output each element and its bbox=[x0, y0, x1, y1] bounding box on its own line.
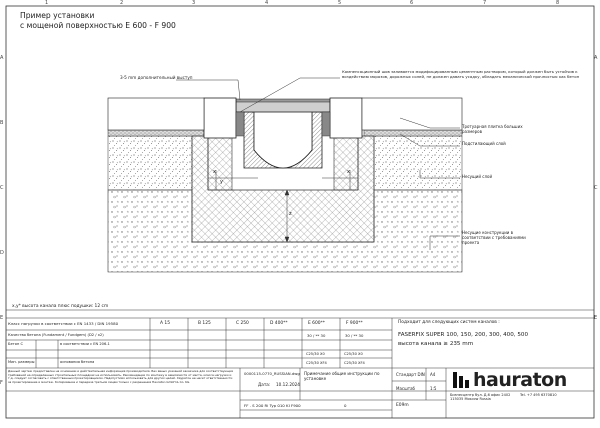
suitable-for-label: Подходит для следующих систем каналов : bbox=[398, 320, 500, 325]
grid-col-7: 7 bbox=[483, 0, 487, 6]
dims-e600-a: C25/30 X0 bbox=[306, 352, 325, 356]
dim-x-left: x bbox=[213, 169, 216, 175]
dim-x-right: x bbox=[347, 169, 350, 175]
annotation-protrusion: 3-5 mm дополнительный выступ bbox=[120, 75, 193, 80]
annotation-base: Несущий слой bbox=[462, 174, 493, 179]
dim-z: z bbox=[289, 211, 292, 217]
address: Бизнесцентр бул. Д.6 офис 2402 115035 Moscow Russia bbox=[450, 393, 511, 402]
grid-col-2: 2 bbox=[120, 0, 124, 6]
grid-col-1: 1 bbox=[45, 0, 49, 6]
class-c250: C 250 bbox=[236, 321, 249, 326]
legal-notice: Данный чертеж предоставлен на основании и действительная информация производителя. Без явных указаний заказчика для соответствующих требований на определенных строительных площадках не использовать. Рекомендации по монтажу в зависимости от места, класса нагрузки и т.д. следует согласовать с ответственным проектировщиком. Недопустимо использовать для других целей. Хауратон не несет ответственности за проектирование и монтаж. Копирование и передача третьим лицам только с разрешения Hauraton GmbH & Co. KG. bbox=[8, 369, 234, 384]
grid-col-4: 4 bbox=[265, 0, 269, 6]
grid-row-b: B bbox=[0, 120, 4, 126]
revision: 0 bbox=[344, 403, 347, 408]
dims-e600-b: C25/30 XF4 bbox=[306, 361, 327, 365]
row4-label-a: Мин. размеры bbox=[8, 360, 35, 364]
grid-row-e-right: E bbox=[594, 315, 598, 321]
grid-col-5: 5 bbox=[338, 0, 342, 6]
dims-f900-b: C25/30 XF4 bbox=[344, 361, 365, 365]
row4-label-b: основания бетона bbox=[60, 360, 95, 364]
title-line-1: Пример установки bbox=[20, 11, 95, 20]
grid-col-3: 3 bbox=[192, 0, 196, 6]
drawing-reference: FF . S 200 Ri Typ 010 KI F900 bbox=[244, 403, 301, 408]
height-note: x,y* высота канала плюс подушки: 12 cm bbox=[12, 304, 109, 309]
class-f900: F 900** bbox=[346, 321, 363, 326]
phone: Tel. +7 495 6370810 bbox=[520, 393, 557, 397]
grid-row-c: C bbox=[0, 185, 4, 191]
logo-wordmark: hauraton bbox=[473, 369, 567, 391]
concrete-label: Качество бетона (Fundament / Fundgem) (D2 / x2) bbox=[8, 333, 104, 337]
grid-row-e: E bbox=[0, 315, 4, 321]
annotation-subbase: Несущие конструкции в соответствии с требованиями проекта bbox=[462, 230, 526, 245]
format: A4 bbox=[430, 372, 436, 377]
annotation-joint: Компенсационный шов заливается модифицированным цементным раствором, который должен быть устойчив к воздействию морозов, дорожных солей, не должен давать усадку, обладать механической прочностью как бетон bbox=[342, 69, 580, 79]
class-a15: A 15 bbox=[160, 321, 170, 326]
standard-label: Стандарт DIN bbox=[396, 372, 425, 377]
dims-f900-a: C25/30 X0 bbox=[344, 352, 363, 356]
description: Примечание общие инструкции по установке bbox=[304, 371, 380, 381]
date-value: 10.12.2024 bbox=[276, 382, 300, 387]
page-code: E09m bbox=[396, 403, 409, 408]
grid-row-f: F bbox=[0, 380, 3, 386]
grid-col-8: 8 bbox=[556, 0, 560, 6]
grid-col-6: 6 bbox=[410, 0, 414, 6]
dim-y: y bbox=[220, 179, 223, 185]
hauraton-logo bbox=[452, 369, 567, 391]
grid-row-a-right: A bbox=[594, 55, 598, 61]
concrete-e600: 30 / ** 30 bbox=[307, 333, 326, 338]
load-class-label: Класс нагрузки в соответствии с EN 1433 / DIN 19580 bbox=[8, 321, 119, 326]
title-line-2: с мощеной поверхностью E 600 - F 900 bbox=[20, 21, 176, 30]
row3-label-a: Бетон C bbox=[8, 342, 23, 346]
hauraton-logo-icon bbox=[452, 371, 470, 389]
file-number: 0000115-0770_RUSSIAN.dwg bbox=[244, 371, 300, 376]
grid-row-a: A bbox=[0, 55, 4, 61]
grid-row-c-right: C bbox=[594, 185, 598, 191]
class-b125: B 125 bbox=[198, 321, 211, 326]
product-list: FASERFIX SUPER 100, 150, 200, 300, 400, 500 bbox=[398, 332, 529, 338]
row3-label-b: в соответствии с EN 206-1 bbox=[60, 342, 110, 346]
scale: 1:5 bbox=[430, 386, 437, 391]
class-d400: D 400** bbox=[270, 321, 288, 326]
grid-row-d: D bbox=[0, 250, 4, 256]
date-label: Дата: bbox=[258, 382, 271, 387]
class-e600: E 600** bbox=[308, 321, 325, 326]
concrete-f900: 30 / ** 30 bbox=[345, 333, 364, 338]
annotation-bedding: Подстилающий слой bbox=[462, 141, 506, 146]
scale-label: Масштаб bbox=[396, 386, 416, 391]
channel-height: высота канала ≥ 235 mm bbox=[398, 341, 474, 347]
annotation-paving: Тротуарная плитка больших размеров bbox=[462, 124, 523, 134]
